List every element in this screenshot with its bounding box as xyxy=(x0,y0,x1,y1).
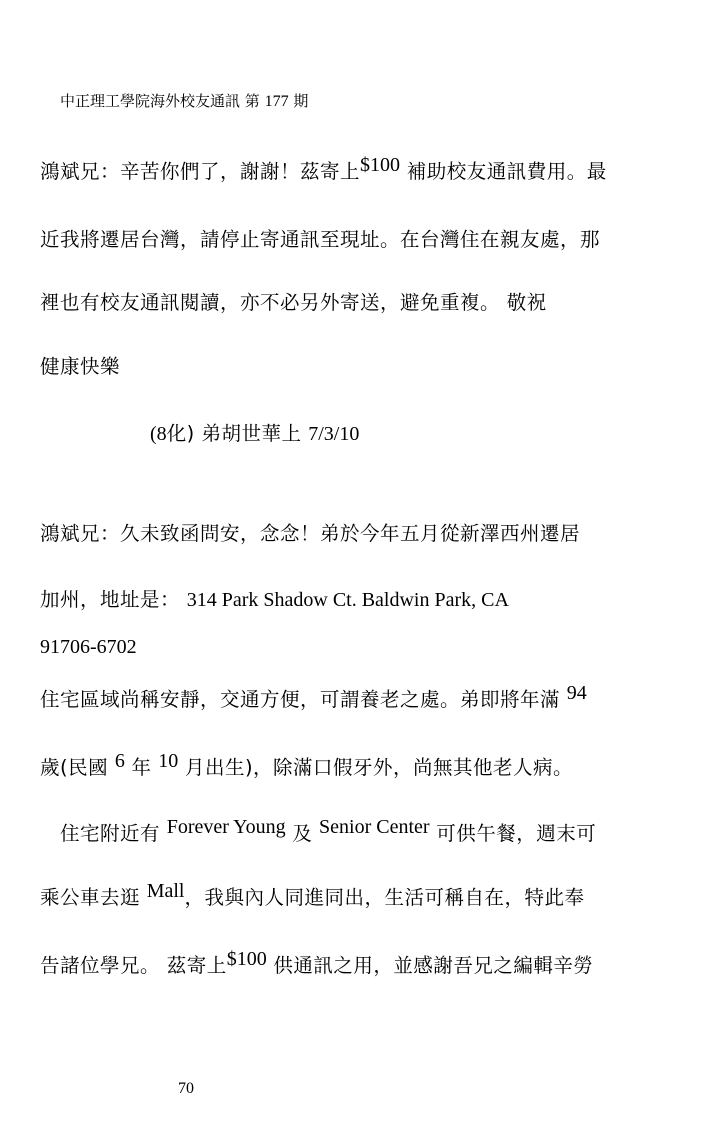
letter-2-line-5 xyxy=(40,750,574,779)
text: 鴻斌兄：辛苦你們了，謝謝！茲寄上 xyxy=(40,160,361,183)
age: 94 xyxy=(566,682,587,704)
venue-1: Forever Young xyxy=(166,816,286,838)
issue-number: 177 xyxy=(264,93,289,110)
birth-year: 6 xyxy=(114,750,125,772)
text: 告諸位學兄。 茲寄上 xyxy=(40,954,227,977)
letter-2-line-7 xyxy=(40,880,585,909)
class-dept: 化) xyxy=(166,422,195,445)
text: 月出生)，除滿口假牙外，尚無其他老人病。 xyxy=(184,756,574,779)
text: 補助校友通訊費用。最 xyxy=(406,160,607,183)
text: 乘公車去逛 xyxy=(40,886,141,909)
text: 住宅區域尚稱安靜，交通方便，可謂養老之處。弟即將年滿 xyxy=(40,688,561,711)
text: 加州，地址是： xyxy=(40,588,181,611)
venue-2: Senior Center xyxy=(319,816,430,838)
letter-1-line-3: 裡也有校友通訊閱讀，亦不必另外寄送，避免重複。 敬祝 xyxy=(40,291,547,314)
text: 及 xyxy=(292,822,313,845)
issue-prefix: 第 xyxy=(244,92,260,110)
letter-1-signature xyxy=(150,424,359,444)
amount: $100 xyxy=(360,154,401,176)
letter-2-line-1: 鴻斌兄：久未致函問安，念念！弟於今年五月從新澤西州遷居 xyxy=(40,522,581,545)
letter-date: 7/3/10 xyxy=(308,423,360,445)
class-year: (8 xyxy=(150,423,167,445)
letter-1-line-4: 健康快樂 xyxy=(40,355,121,378)
letter-2-line-4 xyxy=(40,682,587,711)
letter-2-line-6 xyxy=(60,816,597,845)
amount: $100 xyxy=(226,948,267,970)
letter-1-line-1 xyxy=(40,154,607,183)
newsletter-header xyxy=(60,94,308,110)
text: 年 xyxy=(131,756,152,779)
text: 住宅附近有 xyxy=(60,822,161,845)
text: 供通訊之用，並感謝吾兄之編輯辛勞 xyxy=(273,954,594,977)
letter-1-line-2: 近我將遷居台灣，請停止寄通訊至現址。在台灣住在親友處，那 xyxy=(40,228,601,251)
zip-code: 91706-6702 xyxy=(40,636,137,658)
text: 歲(民國 xyxy=(40,756,109,779)
text: 可供午餐，週末可 xyxy=(436,822,597,845)
letter-2-line-8 xyxy=(40,948,594,977)
issue-suffix: 期 xyxy=(293,92,309,110)
page-number: 70 xyxy=(178,1080,194,1097)
address: 314 Park Shadow Ct. Baldwin Park, CA xyxy=(186,589,509,611)
newsletter-title: 中正理工學院海外校友通訊 xyxy=(60,92,241,110)
signer-name: 弟胡世華上 xyxy=(201,422,302,445)
birth-month: 10 xyxy=(158,750,179,772)
mall: Mall xyxy=(146,880,185,902)
letter-2-line-2 xyxy=(40,590,509,610)
text: ，我與內人同進同出，生活可稱自在，特此奉 xyxy=(184,886,585,909)
